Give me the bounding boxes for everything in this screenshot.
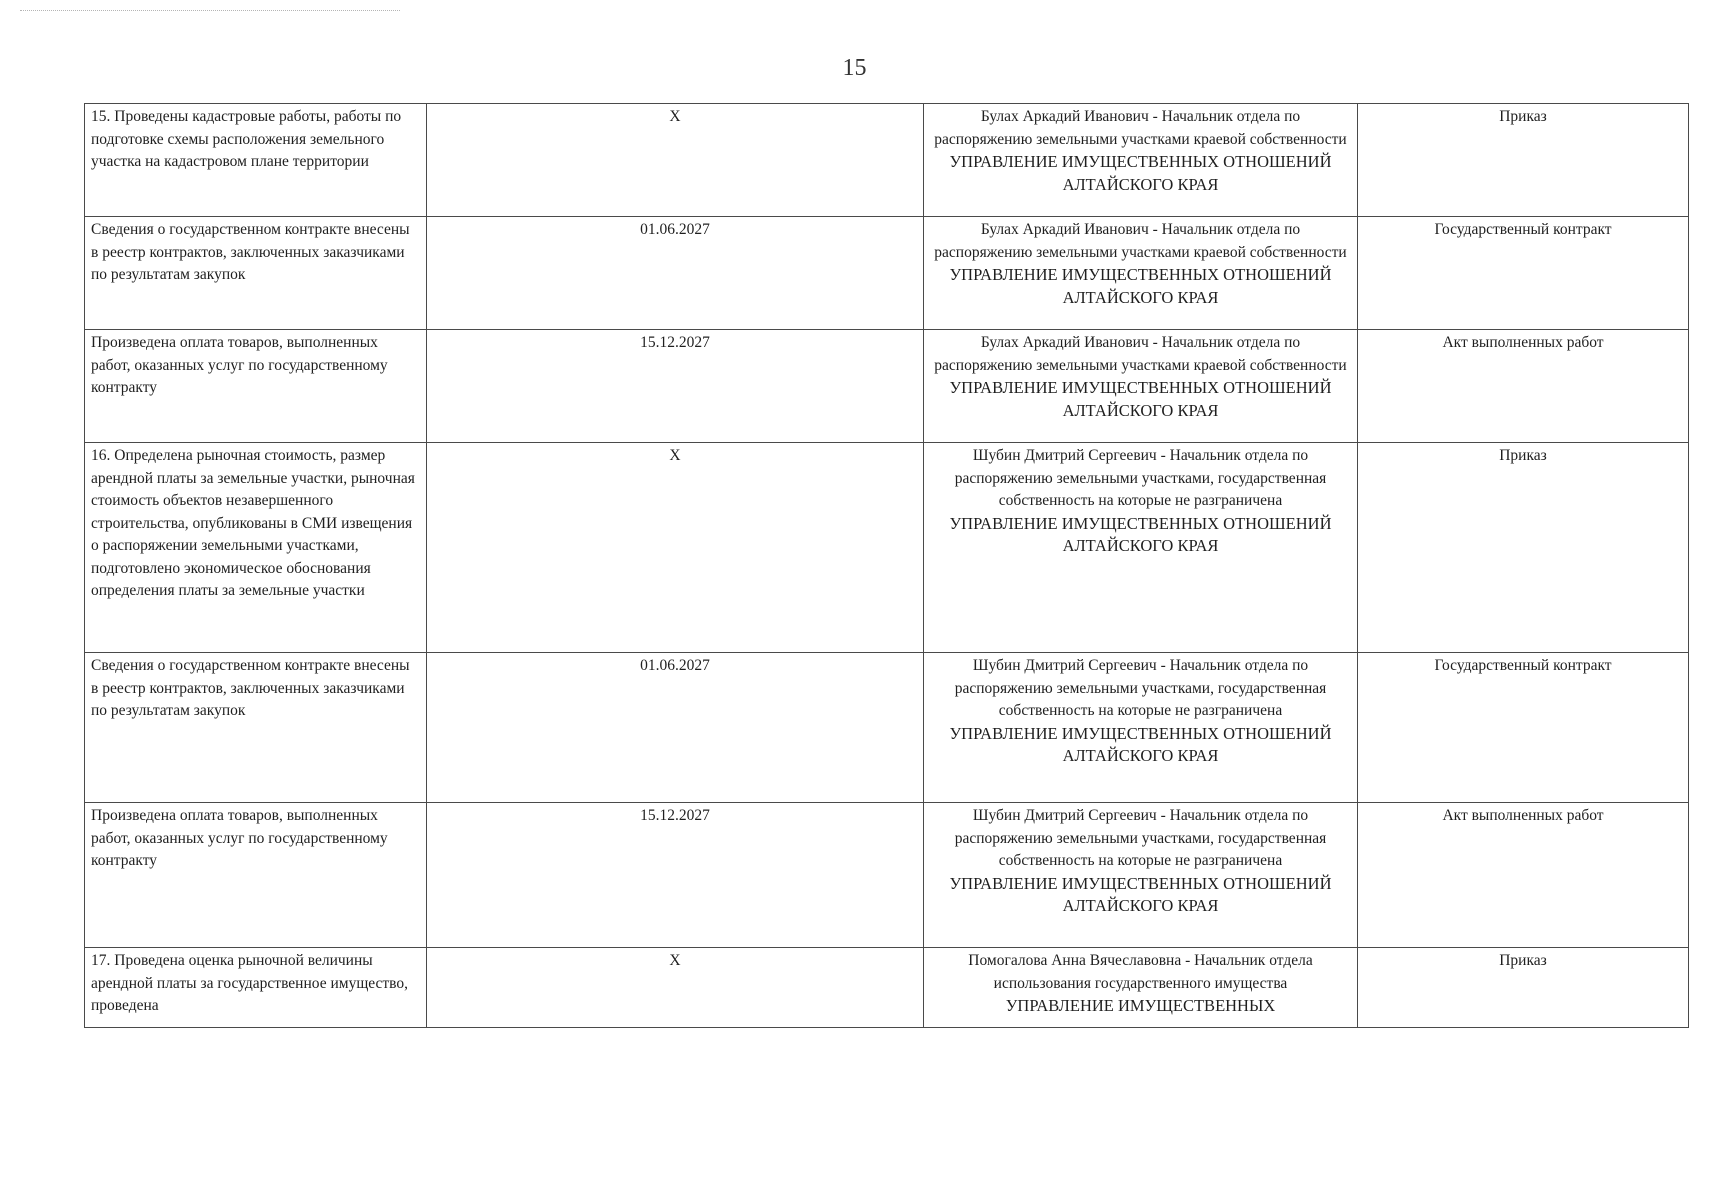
table-row bbox=[85, 948, 1689, 1028]
responsible-cell bbox=[924, 330, 1358, 443]
date-cell: X bbox=[427, 443, 924, 653]
table-row bbox=[85, 803, 1689, 948]
responsible-person: Шубин Дмитрий Сергеевич - Начальник отдела по распоряжению земельными участками, государственная собственность на которые не разграничена bbox=[954, 657, 1327, 719]
table-row bbox=[85, 217, 1689, 330]
responsible-person: Булах Аркадий Иванович - Начальник отдела по распоряжению земельными участками краевой собственности bbox=[934, 108, 1347, 148]
date-cell: 01.06.2027 bbox=[427, 653, 924, 803]
date-cell: 15.12.2027 bbox=[427, 330, 924, 443]
event-cell: Сведения о государственном контракте внесены в реестр контрактов, заключенных заказчиками по результатам закупок bbox=[85, 217, 427, 330]
document-cell: Акт выполненных работ bbox=[1358, 330, 1689, 443]
responsible-person: Помогалова Анна Вячеславовна - Начальник отдела использования государственного имущества bbox=[968, 952, 1313, 992]
responsible-organization: УПРАВЛЕНИЕ ИМУЩЕСТВЕННЫХ ОТНОШЕНИЙ АЛТАЙСКОГО КРАЯ bbox=[949, 723, 1332, 765]
responsible-cell bbox=[924, 653, 1358, 803]
date-cell: X bbox=[427, 948, 924, 1028]
table-row bbox=[85, 330, 1689, 443]
event-cell: 15. Проведены кадастровые работы, работы по подготовке схемы расположения земельного участка на кадастровом плане территории bbox=[85, 104, 427, 217]
responsible-person: Булах Аркадий Иванович - Начальник отдела по распоряжению земельными участками краевой собственности bbox=[934, 221, 1347, 261]
responsible-organization: УПРАВЛЕНИЕ ИМУЩЕСТВЕННЫХ ОТНОШЕНИЙ АЛТАЙСКОГО КРАЯ bbox=[949, 265, 1332, 307]
document-cell: Приказ bbox=[1358, 104, 1689, 217]
responsible-cell bbox=[924, 443, 1358, 653]
event-cell: Произведена оплата товаров, выполненных работ, оказанных услуг по государственному контракту bbox=[85, 803, 427, 948]
event-cell: 17. Проведена оценка рыночной величины арендной платы за государственное имущество, проведена bbox=[85, 948, 427, 1028]
implementation-plan-table bbox=[84, 103, 1689, 1028]
responsible-cell bbox=[924, 948, 1358, 1028]
responsible-person: Булах Аркадий Иванович - Начальник отдела по распоряжению земельными участками краевой собственности bbox=[934, 334, 1347, 374]
event-cell: 16. Определена рыночная стоимость, размер арендной платы за земельные участки, рыночная стоимость объектов незавершенного строительства, опубликованы в СМИ извещения о распоряжении земельными участками, подготовлено экономическое обоснования определения платы за земельные участки bbox=[85, 443, 427, 653]
document-cell: Акт выполненных работ bbox=[1358, 803, 1689, 948]
document-cell: Государственный контракт bbox=[1358, 217, 1689, 330]
responsible-organization: УПРАВЛЕНИЕ ИМУЩЕСТВЕННЫХ ОТНОШЕНИЙ АЛТАЙСКОГО КРАЯ bbox=[949, 378, 1332, 420]
responsible-cell bbox=[924, 104, 1358, 217]
responsible-organization: УПРАВЛЕНИЕ ИМУЩЕСТВЕННЫХ ОТНОШЕНИЙ АЛТАЙСКОГО КРАЯ bbox=[949, 873, 1332, 915]
responsible-organization: УПРАВЛЕНИЕ ИМУЩЕСТВЕННЫХ ОТНОШЕНИЙ АЛТАЙСКОГО КРАЯ bbox=[949, 513, 1332, 555]
date-cell: 01.06.2027 bbox=[427, 217, 924, 330]
date-cell: 15.12.2027 bbox=[427, 803, 924, 948]
responsible-cell bbox=[924, 217, 1358, 330]
event-cell: Сведения о государственном контракте внесены в реестр контрактов, заключенных заказчиками по результатам закупок bbox=[85, 653, 427, 803]
table-row bbox=[85, 104, 1689, 217]
document-cell: Приказ bbox=[1358, 443, 1689, 653]
scan-edge-mark bbox=[20, 10, 400, 12]
document-cell: Приказ bbox=[1358, 948, 1689, 1028]
event-cell: Произведена оплата товаров, выполненных работ, оказанных услуг по государственному контракту bbox=[85, 330, 427, 443]
table-row bbox=[85, 443, 1689, 653]
responsible-person: Шубин Дмитрий Сергеевич - Начальник отдела по распоряжению земельными участками, государственная собственность на которые не разграничена bbox=[954, 807, 1327, 869]
responsible-organization: УПРАВЛЕНИЕ ИМУЩЕСТВЕННЫХ ОТНОШЕНИЙ АЛТАЙСКОГО КРАЯ bbox=[949, 152, 1332, 194]
document-cell: Государственный контракт bbox=[1358, 653, 1689, 803]
table-row bbox=[85, 653, 1689, 803]
responsible-organization: УПРАВЛЕНИЕ ИМУЩЕСТВЕННЫХ bbox=[1005, 996, 1276, 1015]
responsible-cell bbox=[924, 803, 1358, 948]
date-cell: X bbox=[427, 104, 924, 217]
page-number: 15 bbox=[842, 55, 867, 81]
responsible-person: Шубин Дмитрий Сергеевич - Начальник отдела по распоряжению земельными участками, государственная собственность на которые не разграничена bbox=[954, 447, 1327, 509]
